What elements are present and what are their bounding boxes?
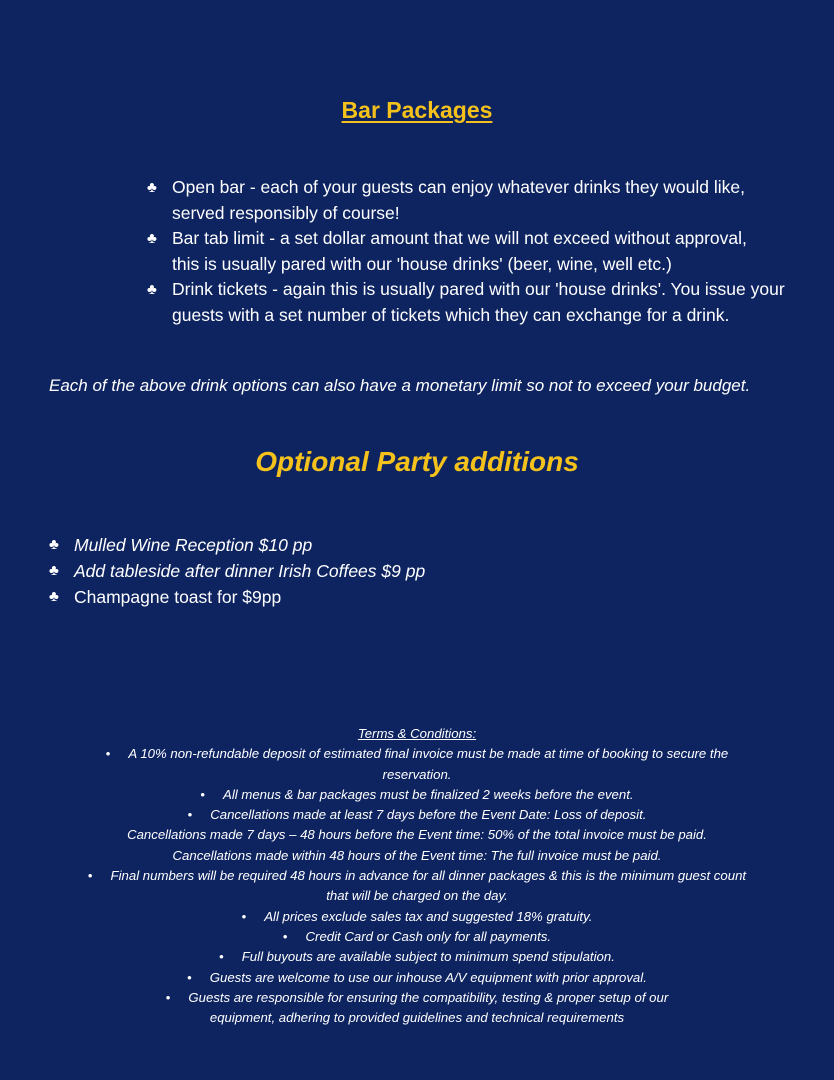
item-line: Bar tab limit - a set dollar amount that we will not exceed without approval, — [172, 228, 747, 248]
terms-line: that will be charged on the day. — [326, 888, 508, 904]
bullet-icon: • — [219, 949, 224, 965]
item-line: served responsibly of course! — [172, 202, 400, 223]
list-item — [147, 226, 807, 277]
terms-line: All prices exclude sales tax and suggested 18% gratuity. — [264, 908, 593, 924]
club-icon: ♣ — [147, 179, 157, 196]
bullet-icon: • — [87, 868, 93, 884]
club-icon: ♣ — [49, 536, 59, 553]
terms-line: Final numbers will be required 48 hours in advance for all dinner packages & this is the minimum guest count — [110, 868, 747, 884]
item-line: guests with a set number of tickets which they can exchange for a drink. — [172, 304, 730, 325]
terms-title: Terms & Conditions: — [357, 726, 477, 741]
terms-and-conditions — [60, 724, 774, 1028]
bar-packages-list — [147, 175, 807, 328]
terms-line: equipment, adhering to provided guidelines and technical requirements — [209, 1010, 625, 1026]
optional-additions-heading: Optional Party additions — [255, 446, 579, 477]
terms-line: Full buyouts are available subject to minimum spend stipulation. — [241, 949, 615, 965]
list-item — [49, 532, 649, 558]
list-item — [147, 175, 807, 226]
terms-line: Guests are welcome to use our inhouse A/V equipment with prior approval. — [209, 969, 647, 985]
item-text: Add tableside after dinner Irish Coffees $9 pp — [74, 561, 426, 581]
terms-line: Cancellations made within 48 hours of the Event time: The full invoice must be paid. — [172, 847, 662, 863]
club-icon: ♣ — [49, 588, 59, 605]
bullet-icon: • — [105, 746, 111, 762]
terms-line: Cancellations made 7 days – 48 hours before the Event time: 50% of the total invoice must be paid. — [127, 827, 707, 843]
drink-options-note: Each of the above drink options can also have a monetary limit so not to exceed your budget. — [49, 376, 751, 395]
bullet-icon: • — [187, 807, 193, 823]
terms-line: A 10% non-refundable deposit of estimated final invoice must be made at time of booking to secure the — [128, 746, 729, 762]
terms-line: Cancellations made at least 7 days before the Event Date: Loss of deposit. — [210, 807, 647, 823]
bullet-icon: • — [200, 786, 206, 802]
bullet-icon: • — [187, 969, 192, 985]
terms-line: Guests are responsible for ensuring the compatibility, testing & proper setup of our — [188, 989, 669, 1005]
bullet-icon: • — [282, 928, 288, 944]
terms-line: Credit Card or Cash only for all payments. — [305, 928, 552, 944]
club-icon: ♣ — [147, 230, 157, 247]
item-text: Mulled Wine Reception $10 pp — [74, 535, 313, 555]
bullet-icon: • — [165, 989, 171, 1005]
club-icon: ♣ — [147, 281, 157, 298]
terms-line: All menus & bar packages must be finalized 2 weeks before the event. — [223, 786, 634, 802]
item-line: Drink tickets - again this is usually pared with our 'house drinks'. You issue your — [172, 279, 785, 299]
bullet-icon: • — [241, 908, 247, 924]
bar-packages-heading: Bar Packages — [341, 97, 493, 123]
item-line: this is usually pared with our 'house drinks' (beer, wine, well etc.) — [172, 253, 672, 274]
club-icon: ♣ — [49, 562, 59, 579]
item-line: Open bar - each of your guests can enjoy whatever drinks they would like, — [172, 177, 745, 197]
terms-line: reservation. — [382, 766, 452, 782]
list-item — [147, 277, 807, 328]
optional-additions-list — [49, 532, 649, 610]
list-item — [49, 584, 649, 610]
item-text: Champagne toast for $9pp — [74, 587, 282, 607]
list-item — [49, 558, 649, 584]
